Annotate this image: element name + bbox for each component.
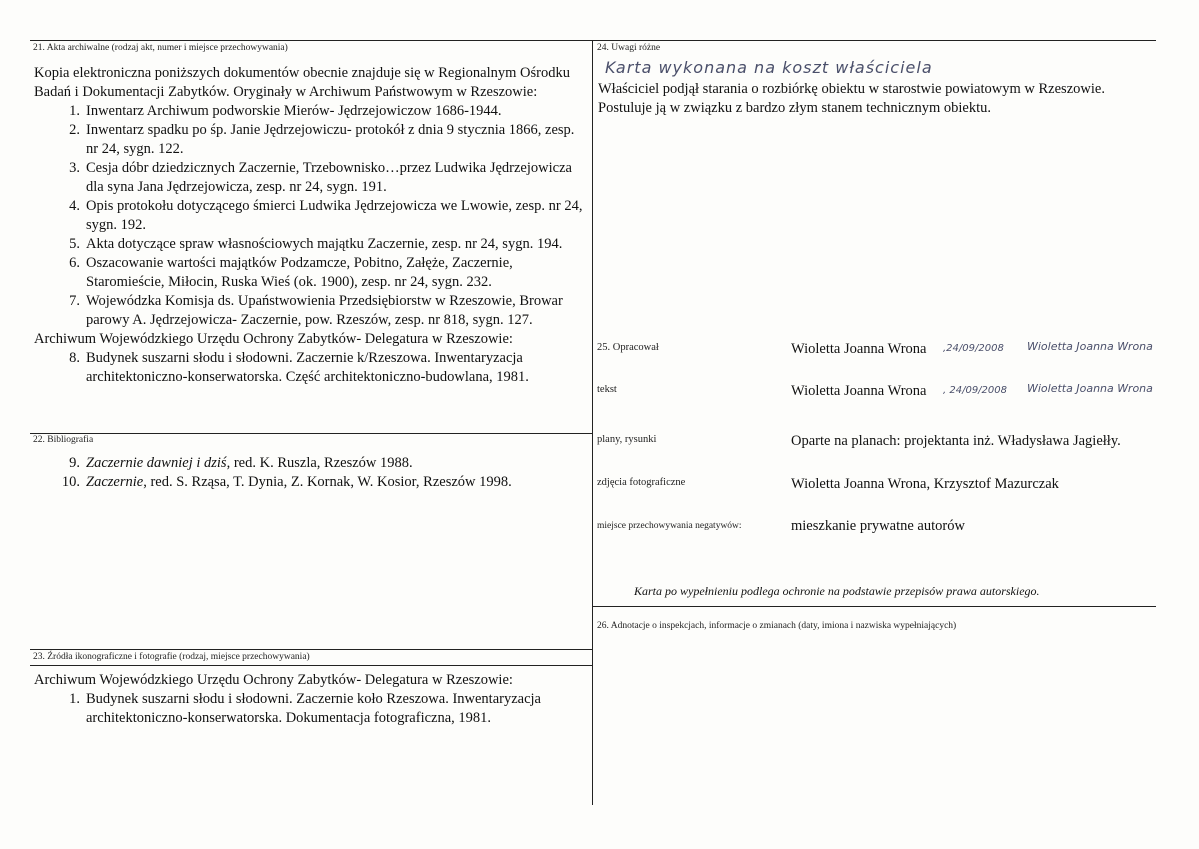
- list-item: 1. Budynek suszarni słodu i słodowni. Zaczernie koło Rzeszowa. Inwentaryzacja architektoniczno-konserwatorska. Dokumentacja fotograficzna, 1981.: [69, 691, 541, 726]
- section-25-label: 25. Opracował: [597, 342, 659, 353]
- plans-value: Oparte na planach: projektanta inż. Władysława Jagiełły.: [791, 433, 1121, 449]
- handwritten-note: Karta wykonana na koszt właściciela: [605, 58, 933, 77]
- list-item: 8. Budynek suszarni słodu i słodowni. Zaczernie k/Rzeszowa. Inwentaryzacja architektoniczno-konserwatorska. Część architektoniczno-budowlana, 1981.: [69, 350, 529, 385]
- section-23-content: [34, 671, 586, 728]
- list-item: 1. Inwentarz Archiwum podworskie Mierów- Jędrzejowiczow 1686-1944.: [69, 103, 502, 119]
- list-item: 3. Cesja dóbr dziedzicznych Zaczernie, Trzebownisko…przez Ludwika Jędrzejowicza dla syna Jana Jędrzejowicza, zesp. nr 24, sygn. 191.: [69, 160, 572, 195]
- list-item: 4. Opis protokołu dotyczącego śmierci Ludwika Jędrzejowicza we Lwowie, zesp. nr 24, sygn. 192.: [69, 198, 583, 233]
- section-21-content: [34, 64, 586, 387]
- top-border: [30, 40, 1156, 41]
- section-24-text: Właściciel podjął starania o rozbiórkę obiektu w starostwie powiatowym w Rzeszowie. Postuluje ją w związku z bardzo złym stanem technicznym obiektu.: [598, 81, 1105, 116]
- divider-23-content: [30, 665, 592, 666]
- author-date: ,24/09/2008: [943, 343, 1004, 354]
- archive-list: [34, 102, 586, 330]
- text-author-value: Wioletta Joanna Wrona: [791, 383, 927, 399]
- section-26-label: 26. Adnotacje o inspekcjach, informacje o zmianach (daty, imiona i nazwiska wypełniających): [597, 621, 957, 631]
- list-item: 2. Inwentarz spadku po śp. Janie Jędrzejowiczu- protokół z dnia 9 stycznia 1866, zesp. nr 24, sygn. 122.: [69, 122, 575, 157]
- list-item: 5. Akta dotyczące spraw własnościowych majątku Zaczernie, zesp. nr 24, sygn. 194.: [69, 236, 563, 252]
- archive-list-2: [34, 349, 586, 387]
- section-24-label: 24. Uwagi różne: [597, 43, 661, 53]
- list-item: 7. Wojewódzka Komisja ds. Upaństwowienia Przedsiębiorstw w Rzeszowie, Browar parowy A. Jędrzejowicza- Zaczernie, pow. Rzeszów, zesp. nr 818, sygn. 127.: [69, 293, 563, 328]
- divider-22-23: [30, 649, 592, 650]
- plans-label: plany, rysunki: [597, 434, 657, 445]
- list-item: 10. Zaczernie, red. S. Rząsa, T. Dynia, Z. Kornak, W. Kosior, Rzeszów 1998.: [61, 474, 512, 490]
- photos-value: Wioletta Joanna Wrona, Krzysztof Mazurczak: [791, 476, 1059, 492]
- text-date: , 24/09/2008: [943, 385, 1007, 396]
- list-item: 9. Zaczernie dawniej i dziś, red. K. Ruszla, Rzeszów 1988.: [69, 455, 413, 471]
- divider-21-22: [30, 433, 592, 434]
- section-22-label: 22. Bibliografia: [33, 435, 94, 445]
- section-23-intro: Archiwum Wojewódzkiego Urzędu Ochrony Zabytków- Delegatura w Rzeszowie:: [34, 672, 513, 688]
- text-signature: Wioletta Joanna Wrona: [1027, 382, 1153, 395]
- list-item: 6. Oszacowanie wartości majątków Podzamcze, Pobitno, Załęże, Zaczernie, Staromieście, Miłocin, Ruska Wieś (ok. 1900), zesp. nr 24, sygn. 232.: [69, 255, 513, 290]
- section-23-label: 23. Źródła ikonograficzne i fotografie (rodzaj, miejsce przechowywania): [33, 652, 310, 662]
- copyright-note: Karta po wypełnieniu podlega ochronie na podstawie przepisów prawa autorskiego.: [634, 584, 1040, 598]
- author-value: Wioletta Joanna Wrona: [791, 341, 927, 357]
- negatives-label: miejsce przechowywania negatywów:: [597, 521, 742, 531]
- divider-25-26: [592, 606, 1156, 607]
- section-22-content: [34, 454, 586, 492]
- section-21-archive2: Archiwum Wojewódzkiego Urzędu Ochrony Zabytków- Delegatura w Rzeszowie:: [34, 331, 513, 347]
- iconography-list: [34, 690, 586, 728]
- column-divider: [592, 40, 593, 805]
- section-21-intro: Kopia elektroniczna poniższych dokumentów obecnie znajduje się w Regionalnym Ośrodku Badań i Dokumentacji Zabytków. Oryginały w Archiwum Państwowym w Rzeszowie:: [34, 65, 570, 100]
- author-signature: Wioletta Joanna Wrona: [1027, 340, 1153, 353]
- text-label: tekst: [597, 384, 617, 395]
- section-21-label: 21. Akta archiwalne (rodzaj akt, numer i miejsce przechowywania): [33, 43, 288, 53]
- bibliography-list: [34, 454, 586, 492]
- photos-label: zdjęcia fotograficzne: [597, 477, 686, 488]
- negatives-value: mieszkanie prywatne autorów: [791, 518, 965, 534]
